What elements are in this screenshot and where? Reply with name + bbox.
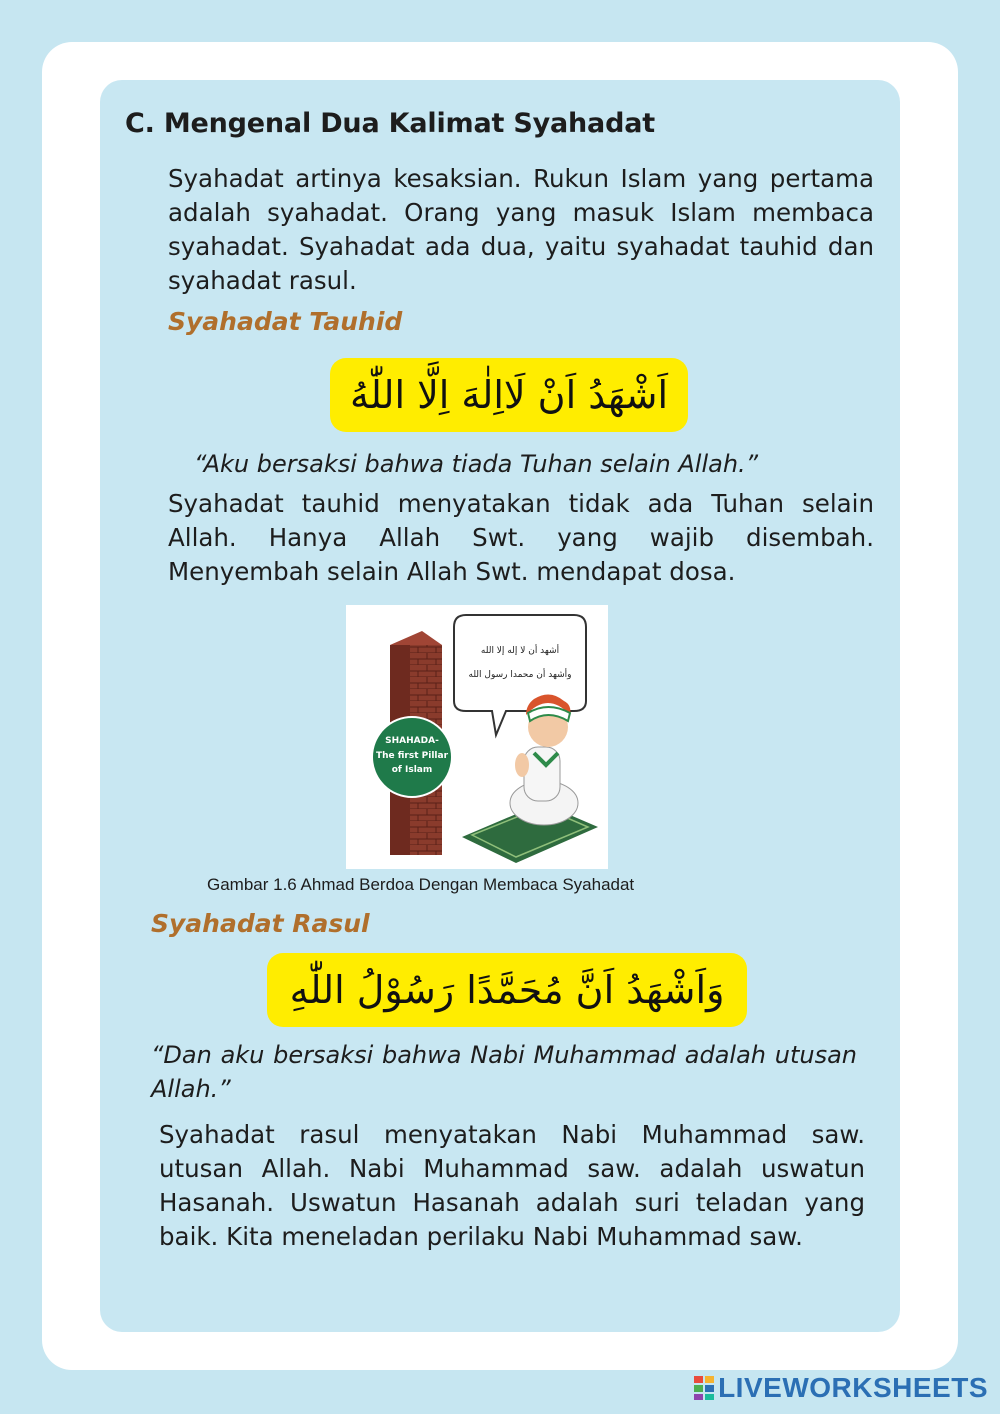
pillar-label-line3: of Islam [391,765,433,775]
rasul-heading: Syahadat Rasul [151,909,370,938]
liveworksheets-logo [694,1372,988,1404]
figure-caption: Gambar 1.6 Ahmad Berdoa Dengan Membaca Syahadat [207,875,635,894]
boy-hands [515,753,529,777]
section-title: C. Mengenal Dua Kalimat Syahadat [125,108,655,139]
logo-mark-icon [694,1376,714,1400]
pillar-label-line1: SHAHADA- [385,736,439,746]
bubble-text-line1: أشهد أن لا إله إلا الله [480,646,560,656]
tauhid-arabic-box [330,358,688,432]
tauhid-arabic-text: اَشْهَدُ اَنْ لَااِلٰهَ اِلَّا اللّٰهُ [349,373,669,417]
rasul-explanation: Syahadat rasul menyatakan Nabi Muhammad saw. utusan Allah. Nabi Muhammad saw. adalah uswatun Hasanah. Uswatun Hasanah adalah suri teladan yang baik. Kita meneladan perilaku Nabi Muhammad saw. [159,1120,865,1251]
rasul-arabic-box [267,953,747,1027]
tauhid-explanation: Syahadat tauhid menyatakan tidak ada Tuhan selain Allah. Hanya Allah Swt. yang wajib disembah. Menyembah selain Allah Swt. mendapat dosa. [168,489,874,586]
rasul-arabic-text: وَاَشْهَدُ اَنَّ مُحَمَّدًا رَسُوْلُ اللّٰهِ [289,968,725,1012]
brand-name: LIVEWORKSHEETS [718,1372,988,1403]
pillar-label-line2: The first Pillar [375,751,449,761]
tauhid-heading: Syahadat Tauhid [168,307,403,336]
figure-illustration [346,605,608,869]
praying-boy-illustration [346,605,608,869]
rasul-translation: “Dan aku bersaksi bahwa Nabi Muhammad adalah utusan Allah.” [151,1041,857,1103]
tauhid-translation: “Aku bersaksi bahwa tiada Tuhan selain Allah.” [194,450,759,478]
bubble-text-line2: وأشهد أن محمدا رسول الله [468,670,572,680]
intro-paragraph: Syahadat artinya kesaksian. Rukun Islam yang pertama adalah syahadat. Orang yang masuk Islam membaca syahadat. Syahadat ada dua, yaitu syahadat tauhid dan syahadat rasul. [168,164,874,295]
